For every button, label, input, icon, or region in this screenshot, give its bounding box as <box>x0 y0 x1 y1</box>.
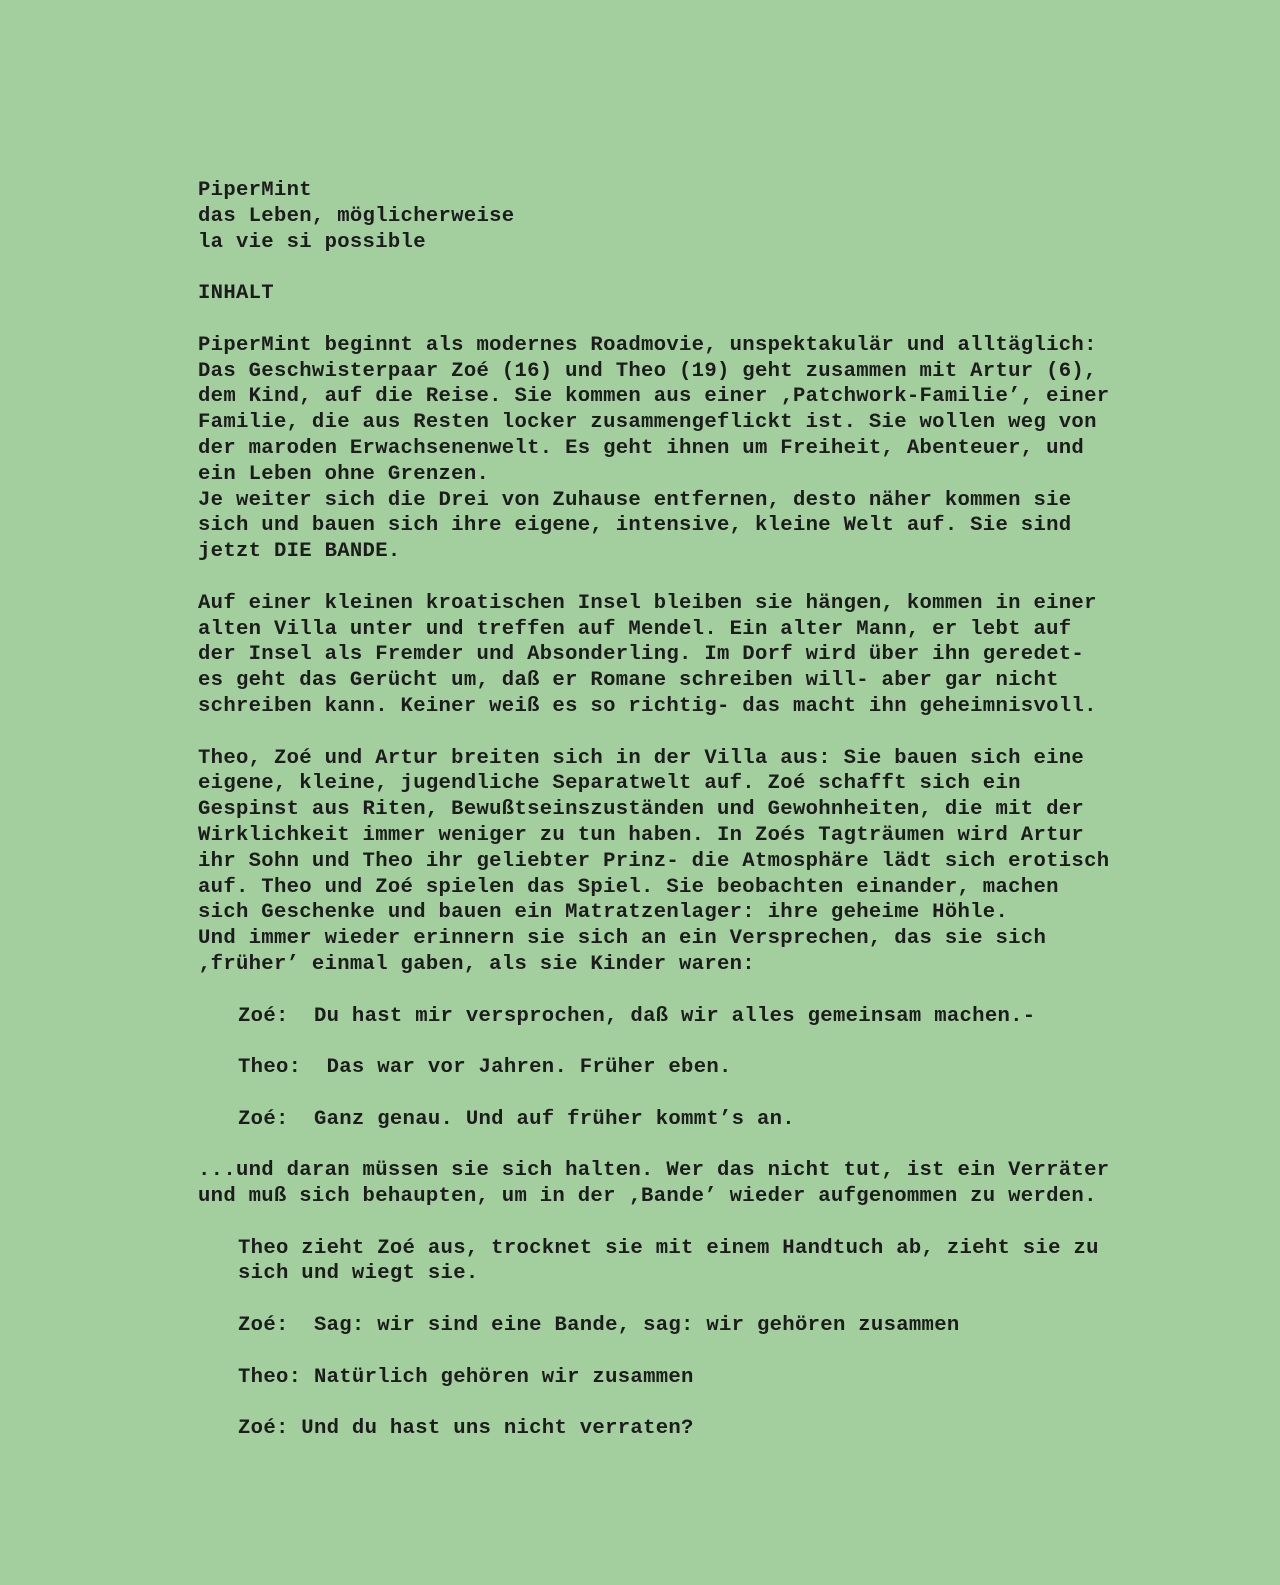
text-line: Das Geschwisterpaar Zoé (16) und Theo (19) geht zusammen mit Artur (6), <box>198 359 1097 383</box>
text-line: sich Geschenke und bauen ein Matratzenlager: ihre geheime Höhle. <box>198 901 1009 925</box>
text-line: eigene, kleine, jugendliche Separatwelt auf. Zoé schafft sich ein <box>198 772 1021 796</box>
dialogue-line: Zoé: Du hast mir versprochen, daß wir alles gemeinsam machen.- <box>238 1004 1036 1028</box>
text-line: PiperMint beginnt als modernes Roadmovie, unspektakulär und alltäglich: <box>198 333 1097 357</box>
text-line: es geht das Gerücht um, daß er Romane schreiben will- aber gar nicht <box>198 669 1059 693</box>
subtitle-french: la vie si possible <box>198 230 426 254</box>
text-line: auf. Theo und Zoé spielen das Spiel. Sie beobachten einander, machen <box>198 875 1059 899</box>
subtitle-german: das Leben, möglicherweise <box>198 204 515 228</box>
script-page <box>198 178 1198 1442</box>
text-line: ‚früher’ einmal gaben, als sie Kinder waren: <box>198 952 755 976</box>
text-line: schreiben kann. Keiner weiß es so richtig- das macht ihn geheimnisvoll. <box>198 694 1097 718</box>
text-line: der Insel als Fremder und Absonderling. Im Dorf wird über ihn geredet- <box>198 643 1085 667</box>
title: PiperMint <box>198 179 312 202</box>
text-line: ...und daran müssen sie sich halten. Wer das nicht tut, ist ein Verräter <box>198 1159 1110 1183</box>
text-line: sich und bauen sich ihre eigene, intensive, kleine Welt auf. Sie sind <box>198 514 1072 538</box>
text-line: Und immer wieder erinnern sie sich an ein Versprechen, das sie sich <box>198 927 1047 951</box>
text-line: sich und wiegt sie. <box>238 1262 479 1286</box>
text-line: dem Kind, auf die Reise. Sie kommen aus einer ‚Patchwork-Familie’, einer <box>198 385 1110 409</box>
text-line: Je weiter sich die Drei von Zuhause entfernen, desto näher kommen sie <box>198 488 1072 512</box>
paragraph-island <box>198 591 1198 720</box>
text-line: Theo zieht Zoé aus, trocknet sie mit einem Handtuch ab, zieht sie zu <box>238 1236 1099 1260</box>
text-line: jetzt DIE BANDE. <box>198 540 401 564</box>
paragraph-traitor <box>198 1158 1198 1210</box>
dialogue-line: Zoé: Ganz genau. Und auf früher kommt’s an. <box>238 1107 795 1131</box>
stage-direction <box>198 1236 1198 1288</box>
text-line: alten Villa unter und treffen auf Mendel. Ein alter Mann, er lebt auf <box>198 617 1072 641</box>
dialogue-line: Theo: Das war vor Jahren. Früher eben. <box>238 1056 732 1080</box>
dialogue-line: Zoé: Und du hast uns nicht verraten? <box>238 1417 694 1441</box>
paragraph-intro <box>198 333 1198 565</box>
text-line: ein Leben ohne Grenzen. <box>198 462 490 486</box>
text-line: der maroden Erwachsenenwelt. Es geht ihnen um Freiheit, Abenteuer, und <box>198 436 1085 460</box>
paragraph-villa <box>198 746 1198 978</box>
text-line: Familie, die aus Resten locker zusammengeflickt ist. Sie wollen weg von <box>198 411 1097 435</box>
dialogue-line: Zoé: Sag: wir sind eine Bande, sag: wir gehören zusammen <box>238 1314 960 1338</box>
text-line: Theo, Zoé und Artur breiten sich in der Villa aus: Sie bauen sich eine <box>198 746 1085 770</box>
section-heading: INHALT <box>198 282 274 306</box>
dialogue-line: Theo: Natürlich gehören wir zusammen <box>238 1365 694 1389</box>
text-line: Auf einer kleinen kroatischen Insel bleiben sie hängen, kommen in einer <box>198 591 1097 615</box>
text-line: und muß sich behaupten, um in der ‚Bande’ wieder aufgenommen zu werden. <box>198 1185 1097 1209</box>
text-line: ihr Sohn und Theo ihr geliebter Prinz- die Atmosphäre lädt sich erotisch <box>198 849 1110 873</box>
text-line: Wirklichkeit immer weniger zu tun haben. In Zoés Tagträumen wird Artur <box>198 823 1085 847</box>
text-line: Gespinst aus Riten, Bewußtseinszuständen und Gewohnheiten, die mit der <box>198 798 1085 822</box>
